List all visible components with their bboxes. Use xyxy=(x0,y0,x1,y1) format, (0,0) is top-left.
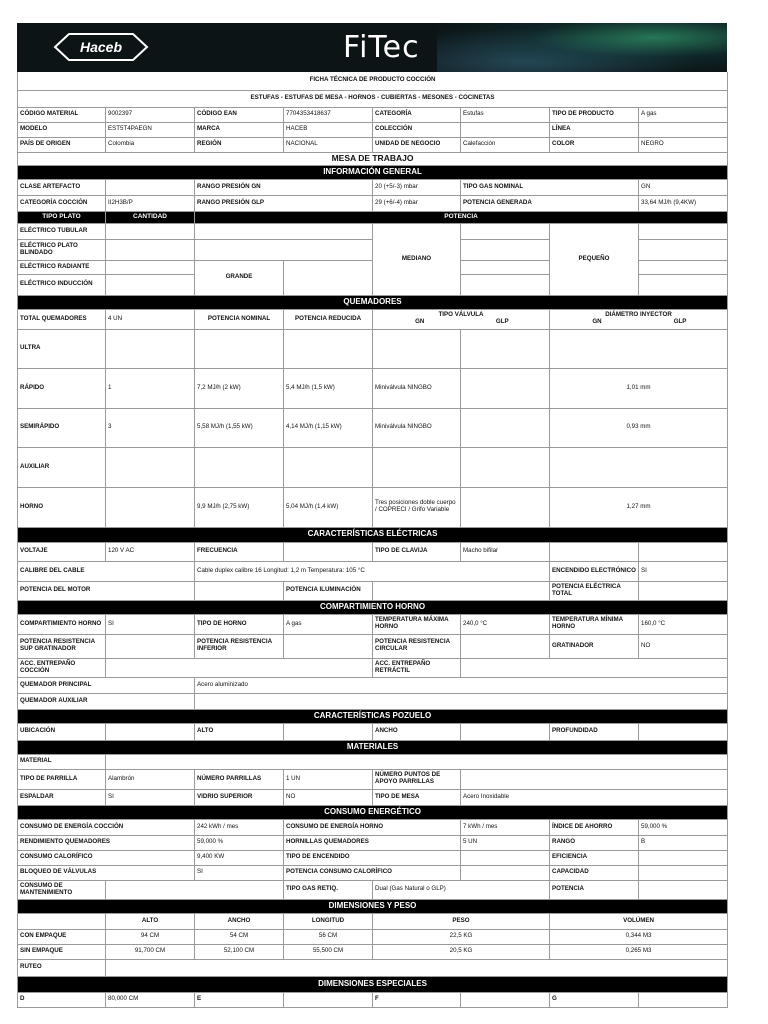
value: EST5T4PAEGN xyxy=(106,122,195,137)
label: POTENCIA RESISTENCIA INFERIOR xyxy=(195,634,284,658)
value: 52,100 CM xyxy=(195,944,284,959)
value: 80,000 CM xyxy=(106,992,195,1007)
label: QUEMADOR PRINCIPAL xyxy=(18,677,195,693)
value: Miniválvula NINGBO xyxy=(373,408,461,447)
label: BLOQUEO DE VÁLVULAS xyxy=(18,865,195,880)
size-label: PEQUEÑO xyxy=(550,223,639,295)
label: CATEGORÍA xyxy=(373,107,461,122)
label: CAPACIDAD xyxy=(550,865,639,880)
value: II2H3B/P xyxy=(106,195,195,211)
value: SI xyxy=(639,561,728,581)
value xyxy=(639,850,728,865)
size-label: MEDIANO xyxy=(373,223,461,295)
value: NO xyxy=(284,789,373,805)
value xyxy=(639,542,728,561)
label: TIPO GAS NOMINAL xyxy=(461,179,639,195)
label: TIPO DE MESA xyxy=(373,789,461,805)
value xyxy=(106,274,195,295)
label: D xyxy=(18,992,106,1007)
label: POTENCIA RESISTENCIA CIRCULAR xyxy=(373,634,461,658)
value xyxy=(461,223,550,239)
value: Tres posiciones doble cuerpo / COPRECI / Grifo Variable xyxy=(373,487,461,527)
column-header xyxy=(373,309,550,329)
value xyxy=(461,865,550,880)
label: GLP xyxy=(673,318,687,325)
value: 29 (+6/-4) mbar xyxy=(373,195,461,211)
label: F xyxy=(373,992,461,1007)
label: ELÉCTRICO RADIANTE xyxy=(18,260,106,274)
label: TEMPERATURA MÁXIMA HORNO xyxy=(373,614,461,634)
value xyxy=(284,329,373,368)
value: Alambrón xyxy=(106,769,195,789)
value xyxy=(639,260,728,274)
value xyxy=(461,447,550,487)
section-header: CONSUMO ENERGÉTICO xyxy=(18,805,728,819)
section-header: DIMENSIONES ESPECIALES xyxy=(18,976,728,992)
value xyxy=(106,487,195,527)
value xyxy=(106,634,195,658)
value xyxy=(639,992,728,1007)
value: 1 UN xyxy=(284,769,373,789)
value xyxy=(461,122,550,137)
label: GN xyxy=(592,318,602,325)
value: 22,5 KG xyxy=(373,929,550,944)
value: 1 xyxy=(106,368,195,408)
section-header: COMPARTIMIENTO HORNO xyxy=(18,600,728,614)
value xyxy=(373,447,461,487)
value xyxy=(639,223,728,239)
value xyxy=(106,754,728,769)
value xyxy=(284,634,373,658)
label: TIPO DE CLAVIJA xyxy=(373,542,461,561)
column-header: TIPO PLATO xyxy=(18,211,106,223)
value: Acero Inoxidable xyxy=(461,789,728,805)
value xyxy=(195,693,728,709)
burner-label: RÁPIDO xyxy=(18,368,106,408)
value: 94 CM xyxy=(106,929,195,944)
column-header: VOLÚMEN xyxy=(550,913,728,929)
value: 242 kWh / mes xyxy=(195,819,284,835)
value xyxy=(195,581,284,600)
value xyxy=(461,769,728,789)
label: MARCA xyxy=(195,122,284,137)
label: QUEMADOR AUXILIAR xyxy=(18,693,195,709)
section-header: CARACTERÍSTICAS ELÉCTRICAS xyxy=(18,527,728,542)
burner-label: AUXILIAR xyxy=(18,447,106,487)
value: Acero aluminizado xyxy=(195,677,728,693)
column-header: PESO xyxy=(373,913,550,929)
value: 4 UN xyxy=(106,309,195,329)
column-header: ALTO xyxy=(106,913,195,929)
label: CON EMPAQUE xyxy=(18,929,106,944)
value: 9,400 KW xyxy=(195,850,284,865)
column-header: CANTIDAD xyxy=(106,211,195,223)
label: ESPALDAR xyxy=(18,789,106,805)
label: POTENCIA GENERADA xyxy=(461,195,639,211)
value: Miniválvula NINGBO xyxy=(373,368,461,408)
column-header: LONGITUD xyxy=(284,913,373,929)
burner-label: HORNO xyxy=(18,487,106,527)
label: MODELO xyxy=(18,122,106,137)
value: NACIONAL xyxy=(284,137,373,152)
label: POTENCIA ELÉCTRICA TOTAL xyxy=(550,581,639,600)
value: SI xyxy=(195,865,284,880)
value: B xyxy=(639,835,728,850)
value xyxy=(373,329,461,368)
value: 1,27 mm xyxy=(550,487,728,527)
value: SI xyxy=(106,789,195,805)
label: ELÉCTRICO TUBULAR xyxy=(18,223,106,239)
value: 20,5 KG xyxy=(373,944,550,959)
label: MATERIAL xyxy=(18,754,106,769)
value: Macho bifilar xyxy=(461,542,550,561)
header-banner xyxy=(17,23,727,72)
label: CLASE ARTEFACTO xyxy=(18,179,106,195)
value xyxy=(639,581,728,600)
brand-title: FiTec xyxy=(343,30,420,65)
label: LÍNEA xyxy=(550,122,639,137)
label: NÚMERO PUNTOS DE APOYO PARRILLAS xyxy=(373,769,461,789)
section-title: MESA DE TRABAJO xyxy=(18,152,728,165)
value: 7704353418637 xyxy=(284,107,373,122)
section-header: INFORMACIÓN GENERAL xyxy=(18,165,728,179)
label: TIPO VÁLVULA xyxy=(438,311,484,319)
value xyxy=(461,487,550,527)
value xyxy=(639,880,728,899)
label: GLP xyxy=(495,318,509,325)
value: 4,14 MJ/h (1,15 kW) xyxy=(284,408,373,447)
value xyxy=(461,634,550,658)
label: TIPO DE HORNO xyxy=(195,614,284,634)
value xyxy=(284,542,373,561)
value: HACEB xyxy=(284,122,373,137)
value xyxy=(106,239,195,260)
label: CATEGORÍA COCCIÓN xyxy=(18,195,106,211)
value xyxy=(373,581,550,600)
spec-table xyxy=(17,72,728,1008)
label: CONSUMO DE MANTENIMIENTO xyxy=(18,880,106,899)
label: POTENCIA RESISTENCIA SUP GRATINADOR xyxy=(18,634,106,658)
label: SIN EMPAQUE xyxy=(18,944,106,959)
label: ACC. ENTREPAÑO COCCIÓN xyxy=(18,658,106,677)
value: 0,344 M3 xyxy=(550,929,728,944)
value xyxy=(106,329,195,368)
value: 54 CM xyxy=(195,929,284,944)
logo-text: Haceb xyxy=(79,39,123,55)
label: NÚMERO PARRILLAS xyxy=(195,769,284,789)
value: 33,64 MJ/h (9,4KW) xyxy=(639,195,728,211)
value xyxy=(106,723,195,740)
label: CÓDIGO EAN xyxy=(195,107,284,122)
label: PROFUNDIDAD xyxy=(550,723,639,740)
label: TIPO DE PARRILLA xyxy=(18,769,106,789)
label: TIPO DE ENCENDIDO xyxy=(284,850,461,865)
label: CONSUMO CALORÍFICO xyxy=(18,850,195,865)
value: 120 V AC xyxy=(106,542,195,561)
value: Colombia xyxy=(106,137,195,152)
subtitle: ESTUFAS - ESTUFAS DE MESA - HORNOS - CUBIERTAS - MESONES - COCINETAS xyxy=(18,90,728,107)
value: 0,93 mm xyxy=(550,408,728,447)
burner-label: ULTRA xyxy=(18,329,106,368)
main-title: FICHA TÉCNICA DE PRODUCTO COCCIÓN xyxy=(18,72,728,90)
haceb-logo xyxy=(53,32,149,62)
label: TIPO GAS RETIQ. xyxy=(284,880,373,899)
column-header: POTENCIA NOMINAL xyxy=(195,309,284,329)
value: NEGRO xyxy=(639,137,728,152)
value xyxy=(461,850,550,865)
label: UBICACIÓN xyxy=(18,723,106,740)
value xyxy=(106,447,195,487)
label: COLOR xyxy=(550,137,639,152)
label: CALIBRE DEL CABLE xyxy=(18,561,195,581)
value: 56 CM xyxy=(284,929,373,944)
label: E xyxy=(195,992,284,1007)
value: 0,265 M3 xyxy=(550,944,728,959)
value xyxy=(461,239,550,260)
value: 5,58 MJ/h (1,55 kW) xyxy=(195,408,284,447)
label: TIPO DE PRODUCTO xyxy=(550,107,639,122)
value: NO xyxy=(639,634,728,658)
label: POTENCIA DEL MOTOR xyxy=(18,581,195,600)
label: GN xyxy=(415,318,425,325)
label: CÓDIGO MATERIAL xyxy=(18,107,106,122)
size-label: GRANDE xyxy=(195,260,284,295)
value xyxy=(195,223,373,239)
value xyxy=(284,447,373,487)
label: ENCENDIDO ELECTRÓNICO xyxy=(550,561,639,581)
value xyxy=(18,913,106,929)
label: ALTO xyxy=(195,723,284,740)
label: HORNILLAS QUEMADORES xyxy=(284,835,461,850)
column-header xyxy=(550,309,728,329)
label: G xyxy=(550,992,639,1007)
value: A gas xyxy=(284,614,373,634)
value xyxy=(461,658,728,677)
value: 9002397 xyxy=(106,107,195,122)
value: Calefacción xyxy=(461,137,550,152)
value: Dual (Gas Natural o GLP) xyxy=(373,880,550,899)
value: 1,01 mm xyxy=(550,368,728,408)
burner-label: SEMIRÁPIDO xyxy=(18,408,106,447)
label: ELÉCTRICO PLATO BLINDADO xyxy=(18,239,106,260)
label: GRATINADOR xyxy=(550,634,639,658)
label: COMPARTIMIENTO HORNO xyxy=(18,614,106,634)
value xyxy=(461,723,550,740)
section-header: QUEMADORES xyxy=(18,295,728,309)
value xyxy=(461,274,550,295)
label: COLECCIÓN xyxy=(373,122,461,137)
value xyxy=(461,408,550,447)
value: 5 UN xyxy=(461,835,550,850)
value xyxy=(284,260,373,295)
label: RANGO PRESIÓN GLP xyxy=(195,195,373,211)
value xyxy=(461,368,550,408)
value xyxy=(106,223,195,239)
value xyxy=(106,179,195,195)
value: Cable duplex calibre 16 Longitud: 1,2 m Temperatura: 105 °C xyxy=(195,561,550,581)
value xyxy=(550,447,728,487)
value xyxy=(106,959,728,976)
label: FRECUENCIA xyxy=(195,542,284,561)
value: 91,700 CM xyxy=(106,944,195,959)
label: EFICIENCIA xyxy=(550,850,639,865)
label: TOTAL QUEMADORES xyxy=(18,309,106,329)
value xyxy=(106,880,284,899)
value xyxy=(550,542,639,561)
value xyxy=(195,329,284,368)
column-header: POTENCIA xyxy=(195,211,728,223)
label: POTENCIA xyxy=(550,880,639,899)
value xyxy=(461,260,550,274)
label: RUTEO xyxy=(18,959,106,976)
column-header: POTENCIA REDUCIDA xyxy=(284,309,373,329)
value xyxy=(639,865,728,880)
column-header: ANCHO xyxy=(195,913,284,929)
label: RENDIMIENTO QUEMADORES xyxy=(18,835,195,850)
value xyxy=(639,274,728,295)
label: ANCHO xyxy=(373,723,461,740)
value xyxy=(284,723,373,740)
label: REGIÓN xyxy=(195,137,284,152)
value: 5,4 MJ/h (1,5 kW) xyxy=(284,368,373,408)
value: 20 (+5/-3) mbar xyxy=(373,179,461,195)
spec-sheet xyxy=(17,23,727,1008)
value: 55,500 CM xyxy=(284,944,373,959)
value xyxy=(461,329,550,368)
value: 5,04 MJ/h (1,4 kW) xyxy=(284,487,373,527)
value xyxy=(106,658,373,677)
value: Estufas xyxy=(461,107,550,122)
value: A gas xyxy=(639,107,728,122)
section-header: DIMENSIONES Y PESO xyxy=(18,899,728,913)
value xyxy=(106,260,195,274)
value: 160,0 °C xyxy=(639,614,728,634)
label: TEMPERATURA MÍNIMA HORNO xyxy=(550,614,639,634)
value xyxy=(461,992,550,1007)
value: 59,000 % xyxy=(195,835,284,850)
value xyxy=(195,447,284,487)
label: RANGO PRESIÓN GN xyxy=(195,179,373,195)
label: CONSUMO DE ENERGÍA HORNO xyxy=(284,819,461,835)
value: SI xyxy=(106,614,195,634)
label: CONSUMO DE ENERGÍA COCCIÓN xyxy=(18,819,195,835)
value xyxy=(284,992,373,1007)
value: 9,9 MJ/h (2,75 kW) xyxy=(195,487,284,527)
value xyxy=(639,723,728,740)
label: ACC. ENTREPAÑO RETRÁCTIL xyxy=(373,658,461,677)
label: POTENCIA ILUMINACIÓN xyxy=(284,581,373,600)
value: GN xyxy=(639,179,728,195)
section-header: MATERIALES xyxy=(18,740,728,754)
section-header: CARACTERÍSTICAS POZUELO xyxy=(18,709,728,723)
value xyxy=(550,329,728,368)
value: 240,0 °C xyxy=(461,614,550,634)
value: 7,2 MJ/h (2 kW) xyxy=(195,368,284,408)
label: ELÉCTRICO INDUCCIÓN xyxy=(18,274,106,295)
label: PAÍS DE ORIGEN xyxy=(18,137,106,152)
value: 7 kWh / mes xyxy=(461,819,550,835)
label: RANGO xyxy=(550,835,639,850)
value: 59,000 % xyxy=(639,819,728,835)
label: DIÁMETRO INYECTOR xyxy=(605,311,672,319)
label: VIDRIO SUPERIOR xyxy=(195,789,284,805)
value xyxy=(195,239,373,260)
label: VOLTAJE xyxy=(18,542,106,561)
banner-decoration xyxy=(437,23,727,72)
value: 3 xyxy=(106,408,195,447)
label: UNIDAD DE NEGOCIO xyxy=(373,137,461,152)
label: ÍNDICE DE AHORRO xyxy=(550,819,639,835)
label: POTENCIA CONSUMO CALORÍFICO xyxy=(284,865,461,880)
value xyxy=(639,239,728,260)
value xyxy=(639,122,728,137)
